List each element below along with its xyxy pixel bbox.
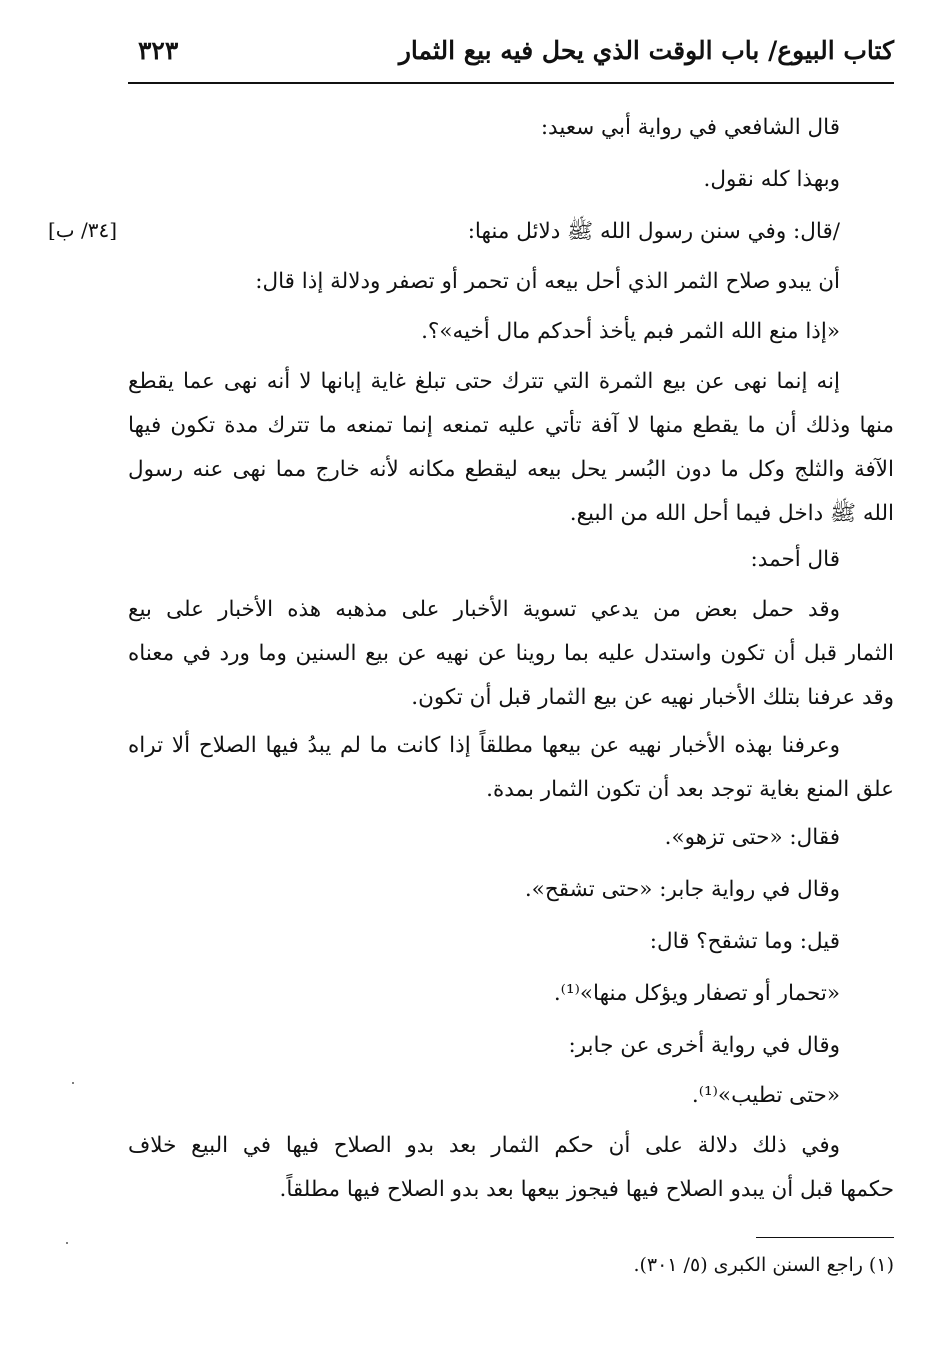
page-number: ٣٢٣	[138, 36, 179, 65]
text-line: وفي ذلك دلالة على أن حكم الثمار بعد بدو الصلاح فيها في البيع خلاف	[128, 1133, 840, 1158]
text-line: فقال: «حتى تزهو».	[664, 825, 840, 850]
text-line: وقال في رواية جابر: «حتى تشقح».	[524, 877, 840, 902]
text-line: وبهذا كله نقول.	[703, 167, 840, 192]
text-line: الله ﷺ داخل فيما أحل الله من البيع.	[569, 501, 894, 526]
text-line: «تحمار أو تصفار ويؤكل منها»⁽¹⁾.	[553, 981, 840, 1006]
text-line: قيل: وما تشقح؟ قال:	[649, 929, 840, 954]
text-line: /قال: وفي سنن رسول الله ﷺ دلائل منها:	[467, 219, 840, 244]
text-line: الثمار قبل أن تكون واستدل عليه بما روينا عن نهيه عن بيع السنين وما ورد في معناه	[128, 641, 894, 666]
footnote-rule	[756, 1237, 894, 1238]
text-line: «حتى تطيب»⁽¹⁾.	[691, 1083, 840, 1108]
text-line: قال أحمد:	[750, 547, 840, 572]
scan-speck	[66, 1242, 68, 1244]
text-line: الآفة والثلج وكل ما دون البُسر يحل بيعه ليقطع مكانه لأنه خارج مما نهى عنه رسول	[128, 457, 894, 482]
margin-folio-reference: [٣٤/ ب]	[48, 218, 118, 242]
text-line: وقد حمل بعض من يدعي تسوية الأخبار على مذهبه هذه الأخبار على بيع	[128, 597, 840, 622]
text-line: «إذا منع الله الثمر فبم يأخذ أحدكم مال أخيه»؟.	[421, 319, 840, 344]
text-line: وقال في رواية أخرى عن جابر:	[568, 1033, 840, 1058]
running-title: كتاب البيوع/ باب الوقت الذي يحل فيه بيع الثمار	[398, 36, 894, 65]
scan-speck	[72, 1082, 74, 1084]
text-line: قال الشافعي في رواية أبي سعيد:	[540, 115, 840, 140]
text-line: إنه إنما نهى عن بيع الثمرة التي تترك حتى تبلغ غاية إبانها لا أنه نهى عما يقطع	[128, 369, 840, 394]
page-header	[128, 30, 894, 80]
text-line: وعرفنا بهذه الأخبار نهيه عن بيعها مطلقاً إذا كانت ما لم يبدُ فيها الصلاح ألا تراه	[128, 733, 840, 758]
footnote: (١) راجع السنن الكبرى (٥/ ٣٠١).	[633, 1254, 894, 1276]
text-line: علق المنع بغاية توجد بعد أن تكون الثمار بمدة.	[486, 777, 894, 802]
text-line: وقد عرفنا بتلك الأخبار نهيه عن بيع الثمار قبل أن تكون.	[411, 685, 894, 710]
header-rule	[128, 82, 894, 84]
text-line: منها وذلك أن ما يقطع منها لا آفة تأتي عليه تمنعه إنما تمنعه ما تترك مدة تكون فيها	[128, 413, 894, 438]
text-line: أن يبدو صلاح الثمر الذي أحل بيعه أن تحمر أو تصفر ودلالة إذا قال:	[255, 269, 840, 294]
text-line: حكمها قبل أن يبدو الصلاح فيها فيجوز بيعها بعد بدو الصلاح فيها مطلقاً.	[279, 1177, 894, 1202]
